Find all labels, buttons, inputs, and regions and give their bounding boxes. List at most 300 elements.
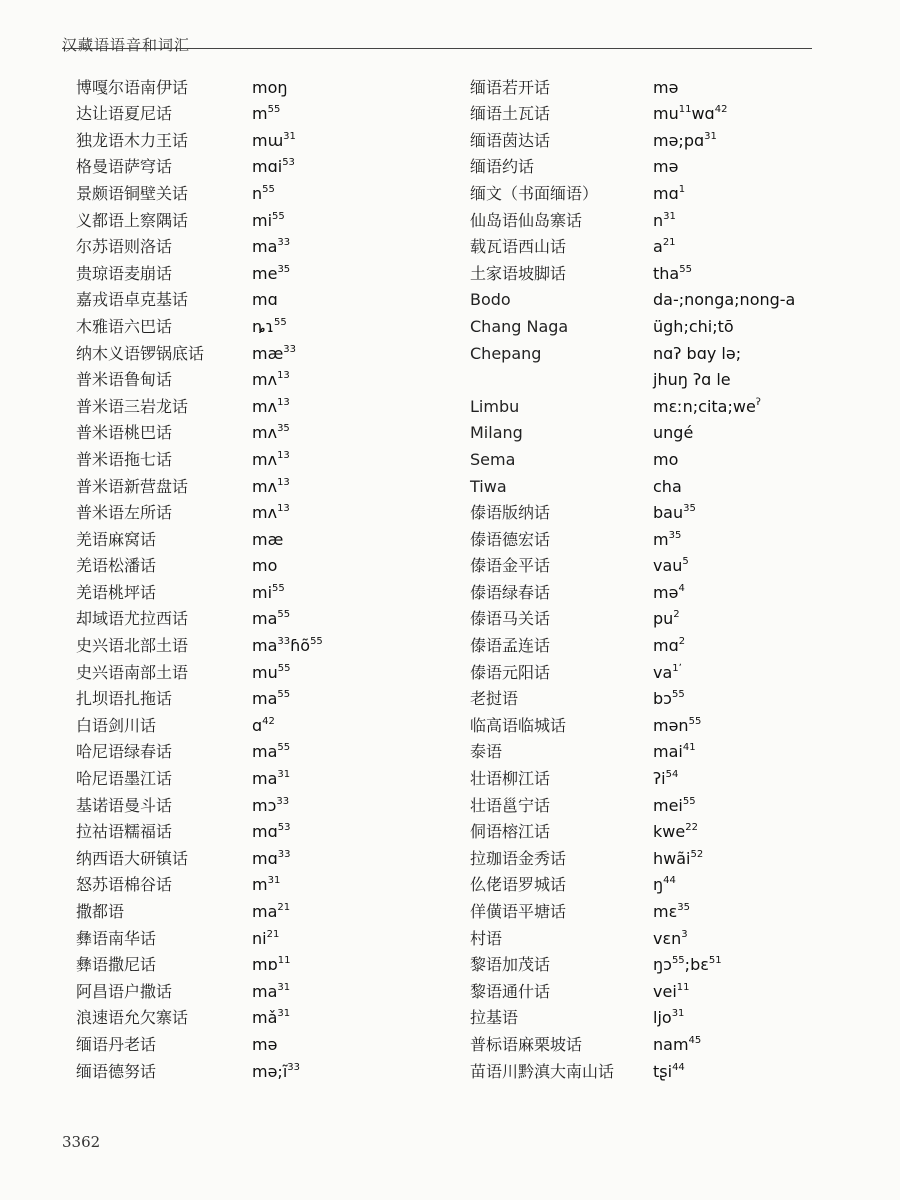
form-segment: mʌ (252, 476, 278, 496)
word-form (252, 635, 323, 657)
tone-mark: 11 (678, 104, 692, 116)
form-segment: mɑ (653, 183, 679, 203)
language-name: 景颇语铜壁关话 (76, 183, 189, 203)
language-name: Milang (470, 423, 523, 443)
language-name: 尔苏语则洛话 (76, 237, 173, 257)
form-segment: mə (252, 1034, 278, 1054)
language-name: 怒苏语棉谷话 (76, 875, 173, 895)
word-form (653, 396, 761, 418)
language-name: 普标语麻栗坡话 (470, 1034, 583, 1054)
entry-row (64, 843, 444, 870)
form-segment: mɯ (252, 130, 284, 150)
entry-row (470, 604, 870, 631)
language-name: 普米语鲁甸话 (76, 370, 173, 390)
word-form (252, 236, 290, 258)
form-segment: mə;ĩ (252, 1061, 288, 1081)
language-name: Chang Naga (470, 316, 569, 336)
word-form (653, 156, 678, 178)
entry-row (64, 205, 444, 232)
word-form (653, 608, 680, 630)
word-form (252, 928, 279, 950)
form-segment: mɔ (252, 795, 277, 815)
word-form (653, 343, 741, 365)
form-segment: ma (252, 742, 278, 762)
form-segment: mə;pɑ (653, 130, 705, 150)
word-form (653, 130, 717, 152)
tone-mark: 35 (277, 263, 291, 275)
form-segment: mɒ (252, 955, 278, 975)
form-segment: ma (252, 237, 278, 257)
language-name: 羌语桃坪话 (76, 582, 157, 602)
form-segment: moŋ (252, 77, 288, 97)
word-form (653, 582, 685, 604)
tone-mark: 55 (272, 582, 285, 594)
form-segment: ma (252, 769, 278, 789)
form-segment: ungé (653, 423, 694, 443)
tone-mark: 13 (277, 476, 290, 488)
entry-row (64, 365, 444, 392)
form-segment: mu (252, 662, 278, 682)
tone-mark: 51 (708, 955, 722, 967)
language-name: 拉基语 (470, 1008, 519, 1028)
tone-mark: 54 (665, 769, 679, 781)
form-segment: mi (252, 582, 273, 602)
form-segment: ma (252, 902, 278, 921)
language-name: 傣语版纳话 (470, 503, 551, 523)
word-form (252, 1034, 277, 1056)
form-segment: mɑ (252, 822, 278, 842)
form-segment: mʌ (252, 423, 278, 443)
tone-mark: 2 (673, 609, 680, 621)
form-segment: jhuŋ ʔɑ le (653, 370, 731, 390)
tone-mark: 13 (277, 370, 290, 382)
language-name: 缅语丹老话 (76, 1034, 157, 1054)
form-segment: nam (653, 1034, 689, 1054)
language-name: 傣语马关话 (470, 609, 551, 629)
entry-row (64, 125, 444, 152)
tone-mark: 41 (682, 742, 696, 754)
language-name: 黎语加茂话 (470, 955, 551, 975)
tone-mark: 35 (668, 529, 682, 541)
language-name: 壮语邕宁话 (470, 795, 551, 815)
tone-mark: 1 (678, 183, 686, 195)
language-name: 撒都语 (76, 902, 125, 921)
form-segment: ma (252, 609, 278, 629)
language-name: 土家语坡脚话 (470, 263, 567, 283)
tone-mark: 55 (277, 689, 291, 701)
entry-row (470, 205, 870, 232)
entry-row (470, 99, 870, 126)
entry-row (470, 258, 870, 285)
form-segment: ma (252, 981, 278, 1001)
language-name: 傣语金平话 (470, 556, 551, 576)
word-form (252, 529, 283, 551)
tone-mark: 52 (690, 848, 704, 860)
tone-mark: 31 (277, 981, 291, 993)
language-name: 普米语拖七话 (76, 449, 173, 469)
language-name: 拉祜语糯福话 (76, 822, 173, 842)
entry-row (470, 72, 870, 99)
tone-mark: 33 (277, 848, 291, 860)
language-name: 木雅语六巴话 (76, 316, 173, 336)
language-name: 格曼语萨穹话 (76, 157, 173, 177)
language-name: 仙岛语仙岛寨话 (470, 210, 583, 230)
tone-mark: 55 (688, 715, 702, 727)
form-segment: mai (653, 742, 683, 762)
language-name: 缅语茵达话 (470, 130, 551, 150)
entry-row (470, 763, 870, 790)
form-segment: mǎ (252, 1008, 278, 1028)
form-segment: mʌ (252, 449, 278, 469)
entry-row (470, 444, 870, 471)
language-name: 侗语榕江话 (470, 822, 551, 842)
tone-mark: 13 (277, 396, 290, 408)
entry-row (470, 710, 870, 737)
tone-mark: 2 (678, 636, 686, 648)
tone-mark: 31 (283, 130, 296, 142)
word-form (252, 476, 290, 498)
page-number: 3362 (62, 1133, 101, 1151)
word-form (252, 156, 295, 178)
word-form (252, 210, 285, 232)
form-segment: da-;nonga;nong-a (653, 290, 796, 310)
tone-mark: 55 (277, 609, 291, 621)
form-segment: vau (653, 556, 683, 576)
form-segment: ʔi (653, 769, 666, 789)
form-segment: mo (653, 449, 679, 469)
language-name: 彝语南华话 (76, 928, 157, 948)
word-form (653, 476, 682, 498)
form-segment: bɔ (653, 689, 672, 709)
tone-mark: 31 (277, 1008, 291, 1020)
word-form (653, 981, 690, 1003)
word-form (252, 874, 280, 896)
word-form (653, 502, 696, 524)
language-name: 独龙语木力王话 (76, 130, 189, 150)
form-segment: wɑ (691, 104, 715, 124)
form-segment: mæ (252, 343, 284, 363)
entry-row (470, 551, 870, 578)
entry-row (64, 551, 444, 578)
form-segment: tʂi (653, 1061, 673, 1081)
left-column (64, 72, 444, 1083)
language-name: 村语 (470, 928, 503, 948)
header-rule (62, 48, 812, 49)
entry-row (470, 338, 870, 365)
form-segment: n (252, 183, 263, 203)
entry-row (64, 498, 444, 525)
form-segment: mi (252, 210, 273, 230)
language-name: 白语剑川话 (76, 715, 157, 735)
language-name: 临高语临城话 (470, 715, 567, 735)
form-segment: nɑʔ bɑy lə; (653, 343, 742, 363)
language-name: 缅语约话 (470, 157, 535, 177)
word-form (252, 396, 290, 418)
tone-mark: 53 (282, 157, 295, 169)
entry-row (470, 1056, 870, 1083)
word-form (653, 369, 731, 391)
form-segment: ügh;chi;tō (653, 316, 734, 336)
tone-mark: 35 (683, 503, 696, 515)
language-name: 义都语上察隅话 (76, 210, 189, 230)
language-name: 傣语绿春话 (470, 582, 551, 602)
language-name: 苗语川黔滇大南山话 (470, 1061, 615, 1081)
entry-row (470, 630, 870, 657)
entry-row (64, 418, 444, 445)
word-form (252, 662, 290, 684)
language-name: 史兴语北部土语 (76, 636, 189, 656)
word-form (252, 103, 280, 125)
entry-row (470, 524, 870, 551)
entry-row (64, 710, 444, 737)
entry-row (470, 418, 870, 445)
entry-row (64, 72, 444, 99)
tone-mark: 11 (277, 955, 291, 967)
form-segment: mæ (252, 529, 284, 549)
form-segment: ŋ (653, 875, 664, 895)
form-segment: mo (252, 556, 278, 576)
tone-mark: 55 (679, 263, 692, 275)
language-name: 缅语德努话 (76, 1061, 157, 1081)
entry-row (470, 950, 870, 977)
tone-mark: 13 (277, 503, 290, 515)
tone-mark: 42 (714, 104, 728, 116)
form-segment: mʌ (252, 370, 278, 390)
entry-row (64, 444, 444, 471)
word-form (252, 263, 290, 285)
form-segment: a (653, 237, 663, 257)
entry-row (64, 737, 444, 764)
form-segment: mə (653, 582, 679, 602)
language-name: 缅语土瓦话 (470, 104, 551, 124)
language-name: 浪速语允欠寨话 (76, 1008, 189, 1028)
tone-mark: 3 (681, 928, 688, 940)
word-form (252, 555, 277, 577)
word-form (653, 848, 703, 870)
entry-row (64, 790, 444, 817)
entry-row (64, 976, 444, 1003)
tone-mark: 21 (662, 237, 676, 249)
form-segment: pu (653, 609, 674, 629)
language-name: Tiwa (470, 476, 507, 496)
word-form (653, 183, 685, 205)
form-segment: mɛːn;cita;we (653, 396, 756, 416)
entry-row (470, 790, 870, 817)
form-segment: vei (653, 981, 677, 1001)
form-segment: mɑ (653, 636, 679, 656)
word-form (252, 768, 290, 790)
tone-mark: 4 (678, 582, 685, 594)
tone-mark: 31 (267, 875, 281, 887)
form-segment: mən (653, 715, 689, 735)
form-segment: mɑ (252, 848, 278, 868)
tone-mark: 42 (262, 715, 275, 727)
tone-mark: 33 (277, 237, 291, 249)
entry-row (470, 311, 870, 338)
form-segment: ma (252, 636, 278, 656)
language-name: 阿昌语户撒话 (76, 981, 173, 1001)
tone-mark: 35 (677, 902, 690, 913)
entry-row (470, 684, 870, 711)
word-form (653, 635, 685, 657)
word-form (252, 77, 288, 99)
language-name: 扎坝语扎拖话 (76, 689, 173, 709)
entry-row (64, 471, 444, 498)
word-form (653, 928, 688, 950)
entry-row (64, 684, 444, 711)
word-form (252, 369, 290, 391)
language-name: Limbu (470, 396, 520, 416)
tone-mark: 55 (273, 316, 287, 328)
entry-row (470, 152, 870, 179)
language-name: 佯僙语平塘话 (470, 902, 567, 921)
form-segment: mɛ (653, 902, 678, 921)
entry-row (64, 524, 444, 551)
form-segment: n (653, 210, 664, 230)
word-form (252, 1061, 300, 1083)
language-name: 傣语德宏话 (470, 529, 551, 549)
entry-row (64, 232, 444, 259)
entry-row (64, 258, 444, 285)
entry-row (64, 1029, 444, 1056)
form-segment: mu (653, 104, 679, 124)
tone-mark: 55 (272, 210, 285, 222)
tone-mark: 33 (283, 343, 297, 355)
language-name: 缅语若开话 (470, 77, 551, 97)
right-column (470, 72, 870, 1083)
form-segment: mʌ (252, 503, 278, 523)
tone-mark: 45 (688, 1034, 702, 1046)
form-segment: ɦõ (290, 636, 311, 656)
word-form (653, 741, 696, 763)
language-name: Sema (470, 449, 516, 469)
entry-row (470, 1003, 870, 1030)
entry-row (470, 577, 870, 604)
form-segment: vɛn (653, 928, 682, 948)
entry-row (470, 471, 870, 498)
word-form (252, 795, 289, 817)
language-name: 载瓦语西山话 (470, 237, 567, 257)
word-form (653, 77, 678, 99)
word-form (653, 263, 692, 285)
entry-row (64, 311, 444, 338)
form-segment: ljo (653, 1008, 672, 1028)
word-form (252, 289, 278, 311)
language-name: 羌语松潘话 (76, 556, 157, 576)
language-name: 哈尼语绿春话 (76, 742, 173, 762)
tone-mark: 33 (277, 636, 291, 648)
entry-row (64, 152, 444, 179)
entry-row (470, 232, 870, 259)
form-segment: mə (653, 157, 679, 177)
entry-row (64, 178, 444, 205)
word-form (653, 316, 734, 338)
form-segment: mʌ (252, 396, 278, 416)
language-name: 仫佬语罗城话 (470, 875, 567, 895)
entry-row (470, 1029, 870, 1056)
entry-row (470, 365, 870, 392)
word-form (252, 422, 290, 444)
language-name: 壮语柳江话 (470, 769, 551, 789)
word-form (252, 316, 287, 338)
entry-row (470, 896, 870, 923)
form-segment: ŋɔ (653, 955, 672, 975)
form-segment: m (252, 104, 268, 124)
word-form (252, 821, 290, 843)
word-form (252, 954, 290, 976)
tone-mark: 31 (663, 210, 676, 222)
language-name: 傣语孟连话 (470, 636, 551, 656)
entry-row (64, 630, 444, 657)
tone-mark: 55 (682, 795, 696, 807)
form-segment: ɑ (252, 715, 263, 735)
language-name: 普米语新营盘话 (76, 476, 189, 496)
tone-mark: 44 (663, 875, 676, 887)
form-segment: mə (653, 77, 679, 97)
word-form (252, 130, 296, 152)
entry-row (64, 99, 444, 126)
tone-mark: 11 (676, 981, 690, 993)
form-segment: mei (653, 795, 683, 815)
language-name: 普米语左所话 (76, 503, 173, 523)
word-form (653, 954, 722, 976)
word-form (252, 688, 290, 710)
entry-row (64, 923, 444, 950)
entry-row (470, 737, 870, 764)
entry-row (64, 604, 444, 631)
entry-row (470, 178, 870, 205)
word-form (653, 449, 678, 471)
form-segment: ȵɿ (252, 316, 274, 336)
entry-row (470, 391, 870, 418)
word-form (653, 662, 682, 684)
running-head: 汉藏语语音和词汇 (62, 36, 191, 54)
form-segment: kwe (653, 822, 686, 842)
form-segment: m (252, 875, 268, 895)
entry-row (64, 657, 444, 684)
language-name: 普米语桃巴话 (76, 423, 173, 443)
tone-mark: 31 (671, 1008, 685, 1020)
word-form (252, 608, 290, 630)
word-form (252, 741, 290, 763)
form-segment: cha (653, 476, 682, 496)
tone-mark: 13 (277, 449, 290, 461)
tone-mark: 5 (682, 556, 689, 568)
word-form (252, 183, 275, 205)
word-form (252, 1007, 290, 1029)
tone-mark: 55 (310, 636, 323, 648)
tone-mark: 22 (685, 822, 698, 834)
word-form (653, 529, 681, 551)
language-name: 老挝语 (470, 689, 519, 709)
form-segment: me (252, 263, 278, 283)
word-form (252, 582, 285, 604)
tone-mark: 55 (267, 104, 281, 116)
language-name: 普米语三岩龙话 (76, 396, 189, 416)
language-name: 拉珈语金秀话 (470, 848, 567, 868)
word-form (653, 768, 678, 790)
language-name: 泰语 (470, 742, 503, 762)
tone-mark: 55 (671, 689, 685, 701)
entry-row (64, 338, 444, 365)
tone-mark: ʔ (755, 396, 761, 408)
form-segment: ma (252, 689, 278, 709)
language-name: 基诺语曼斗话 (76, 795, 173, 815)
language-name: 嘉戎语卓克基话 (76, 290, 189, 310)
entry-row (470, 843, 870, 870)
word-form (252, 848, 290, 870)
language-name: 彝语撒尼话 (76, 955, 157, 975)
